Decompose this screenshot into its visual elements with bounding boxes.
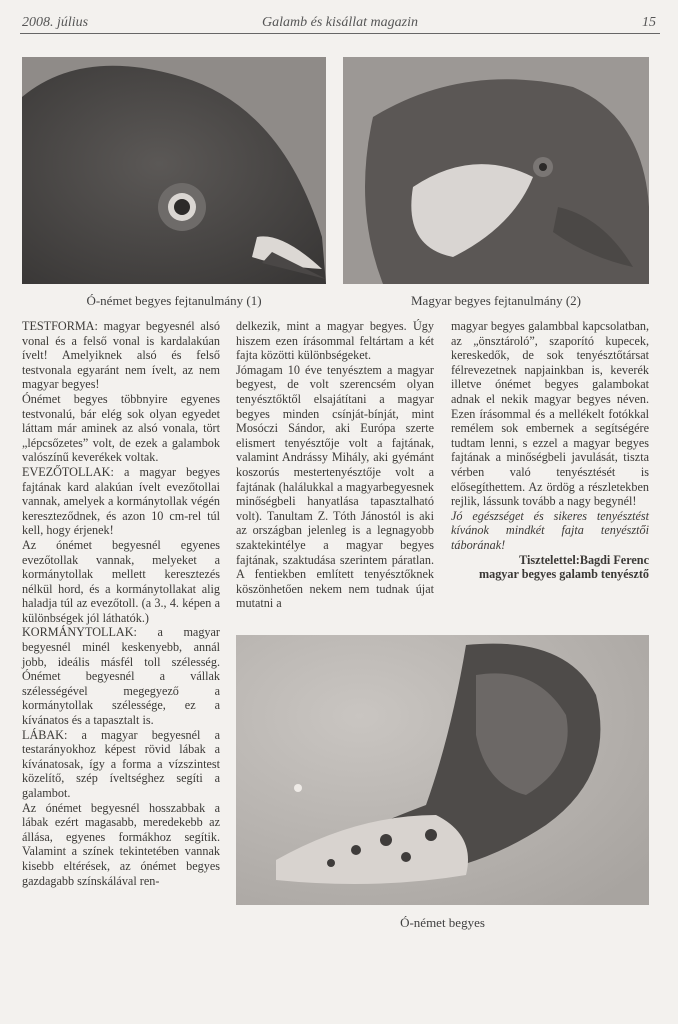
paragraph: LÁBAK: a magyar begyesnél a testarányokhoz képest rövid lábak a kívánatosak, így a forma a vízszintest közelítő, szép íveltséghez segíti a galambot. xyxy=(22,727,220,800)
paragraph: EVEZŐTOLLAK: a magyar begyes fajtának kard alakúan ívelt evezőtollai vannak, amelyek a kormánytollak végén kereszteződnek, és azon 10 cm-rel túl kell, hogy érjenek! xyxy=(22,464,220,538)
closing-wish: Jó egészséget és sikeres tenyésztést kívánok mindkét fajta tenyésztői táborának! xyxy=(451,508,649,552)
paragraph: Az ónémet begyesnél egyenes evezőtollak vannak, melyeket a kormánytollak mellett keresztezés nélkül hord, és a kormánytollakat alig haladja túl az evezőtoll. (a 3., 4. képen a különbségek jól láthatók.) xyxy=(22,537,220,625)
magazine-title: Galamb és kisállat magazin xyxy=(262,15,418,30)
article-column-1 xyxy=(22,319,220,888)
article-column-3 xyxy=(451,319,649,582)
page-number: 15 xyxy=(642,15,656,30)
paragraph: KORMÁNYTOLLAK: a magyar begyesnél minél keskenyebb, annál jobb, ideális másfél toll szélesség. Ónémet begyesnél a vállak szélességével megegyező a kormánytollak szélessége, ez a kívánatos és a tapasztalt is. xyxy=(22,625,220,728)
paragraph: delkezik, mint a magyar begyes. Úgy hiszem ezen írásommal feltártam a két fajta közötti különbségeket. xyxy=(236,319,434,363)
photo-2-caption: Magyar begyes fejtanulmány (2) xyxy=(410,293,582,308)
photo-3-caption: Ó-német begyes xyxy=(400,915,485,930)
photo-2-pigeon-head xyxy=(343,57,649,284)
photo-1-pigeon-head xyxy=(22,57,326,284)
page-header xyxy=(20,9,660,34)
photo-1-caption: Ó-német begyes fejtanulmány (1) xyxy=(86,293,262,308)
signature-title: magyar begyes galamb tenyésztő xyxy=(478,567,649,582)
signature-name: Tisztelettel:Bagdi Ferenc xyxy=(519,552,649,567)
paragraph: Ónémet begyes többnyire egyenes testvonalú, bár elég sok olyan egyedet láttam már aminek az alsó vonala, tört „lépcsőzetes” volt, de ezek a galambok valószínű keverékek voltak. xyxy=(22,391,220,465)
photo-3-pigeon-body xyxy=(236,635,649,905)
article-column-2 xyxy=(236,319,434,611)
paragraph: Jómagam 10 éve tenyésztem a magyar begyest, de volt szerencsém olyan tenyésztőktől elsajátítani a magyar begyes minden csínját-bínját, mint Mosóczi Sándor, aki Európa szerte elismert tenyésztője volt a fajtának, valamint Andrássy Mihály, aki gyémánt koszorús mestertenyésztője volt a fajtának (halálukkal a magyarbegyesnek minőségbeli hanyatlása tapasztalható volt). Tanultam Z. Tóth Jánostól is aki az országban jelenleg is a legnagyobb szaktekintélye a magyar begyes fajtának, szaktudása szerintem páratlan. A fentiekben említett tenyésztőknek köszönhetően nekem nem tudnak újat mutatni a xyxy=(236,362,434,611)
paragraph: TESTFORMA: magyar begyesnél alsó vonal és a felső vonal is kardalakúan ívelt! Amelyiknek alsó és felső testvonala egyaránt nem ívelt, az nem magyar begyes! xyxy=(22,319,220,392)
paragraph: Az ónémet begyesnél hosszabbak a lábak ezért magasabb, meredekebb az állása, egyenes formákhoz segítik. Valamint a színek tekintetében vannak kisebb eltérések, az ónémet begyes gazdagabb színskálával ren- xyxy=(22,800,220,888)
issue-date: 2008. július xyxy=(22,15,89,30)
paragraph: magyar begyes galambbal kapcsolatban, az „önsztároló”, szaporító kupecek, kereskedők, de sok tenyésztőtársat félrevezetnek napjainkban is, keverék illetve ónémet begyes galambokat adnak el nekik magyar begyes néven. Ezen írásommal és a mellékelt fotókkal remélem sok embernek a segítségére tudtam lenni, s ezzel a magyar begyes fajtának a minőségbeli javulását, tiszta vérben való tenyésztését is elősegíthettem. Az ördög a részletekben rejlik, lássunk tovább a nagy begynél! xyxy=(451,319,649,509)
